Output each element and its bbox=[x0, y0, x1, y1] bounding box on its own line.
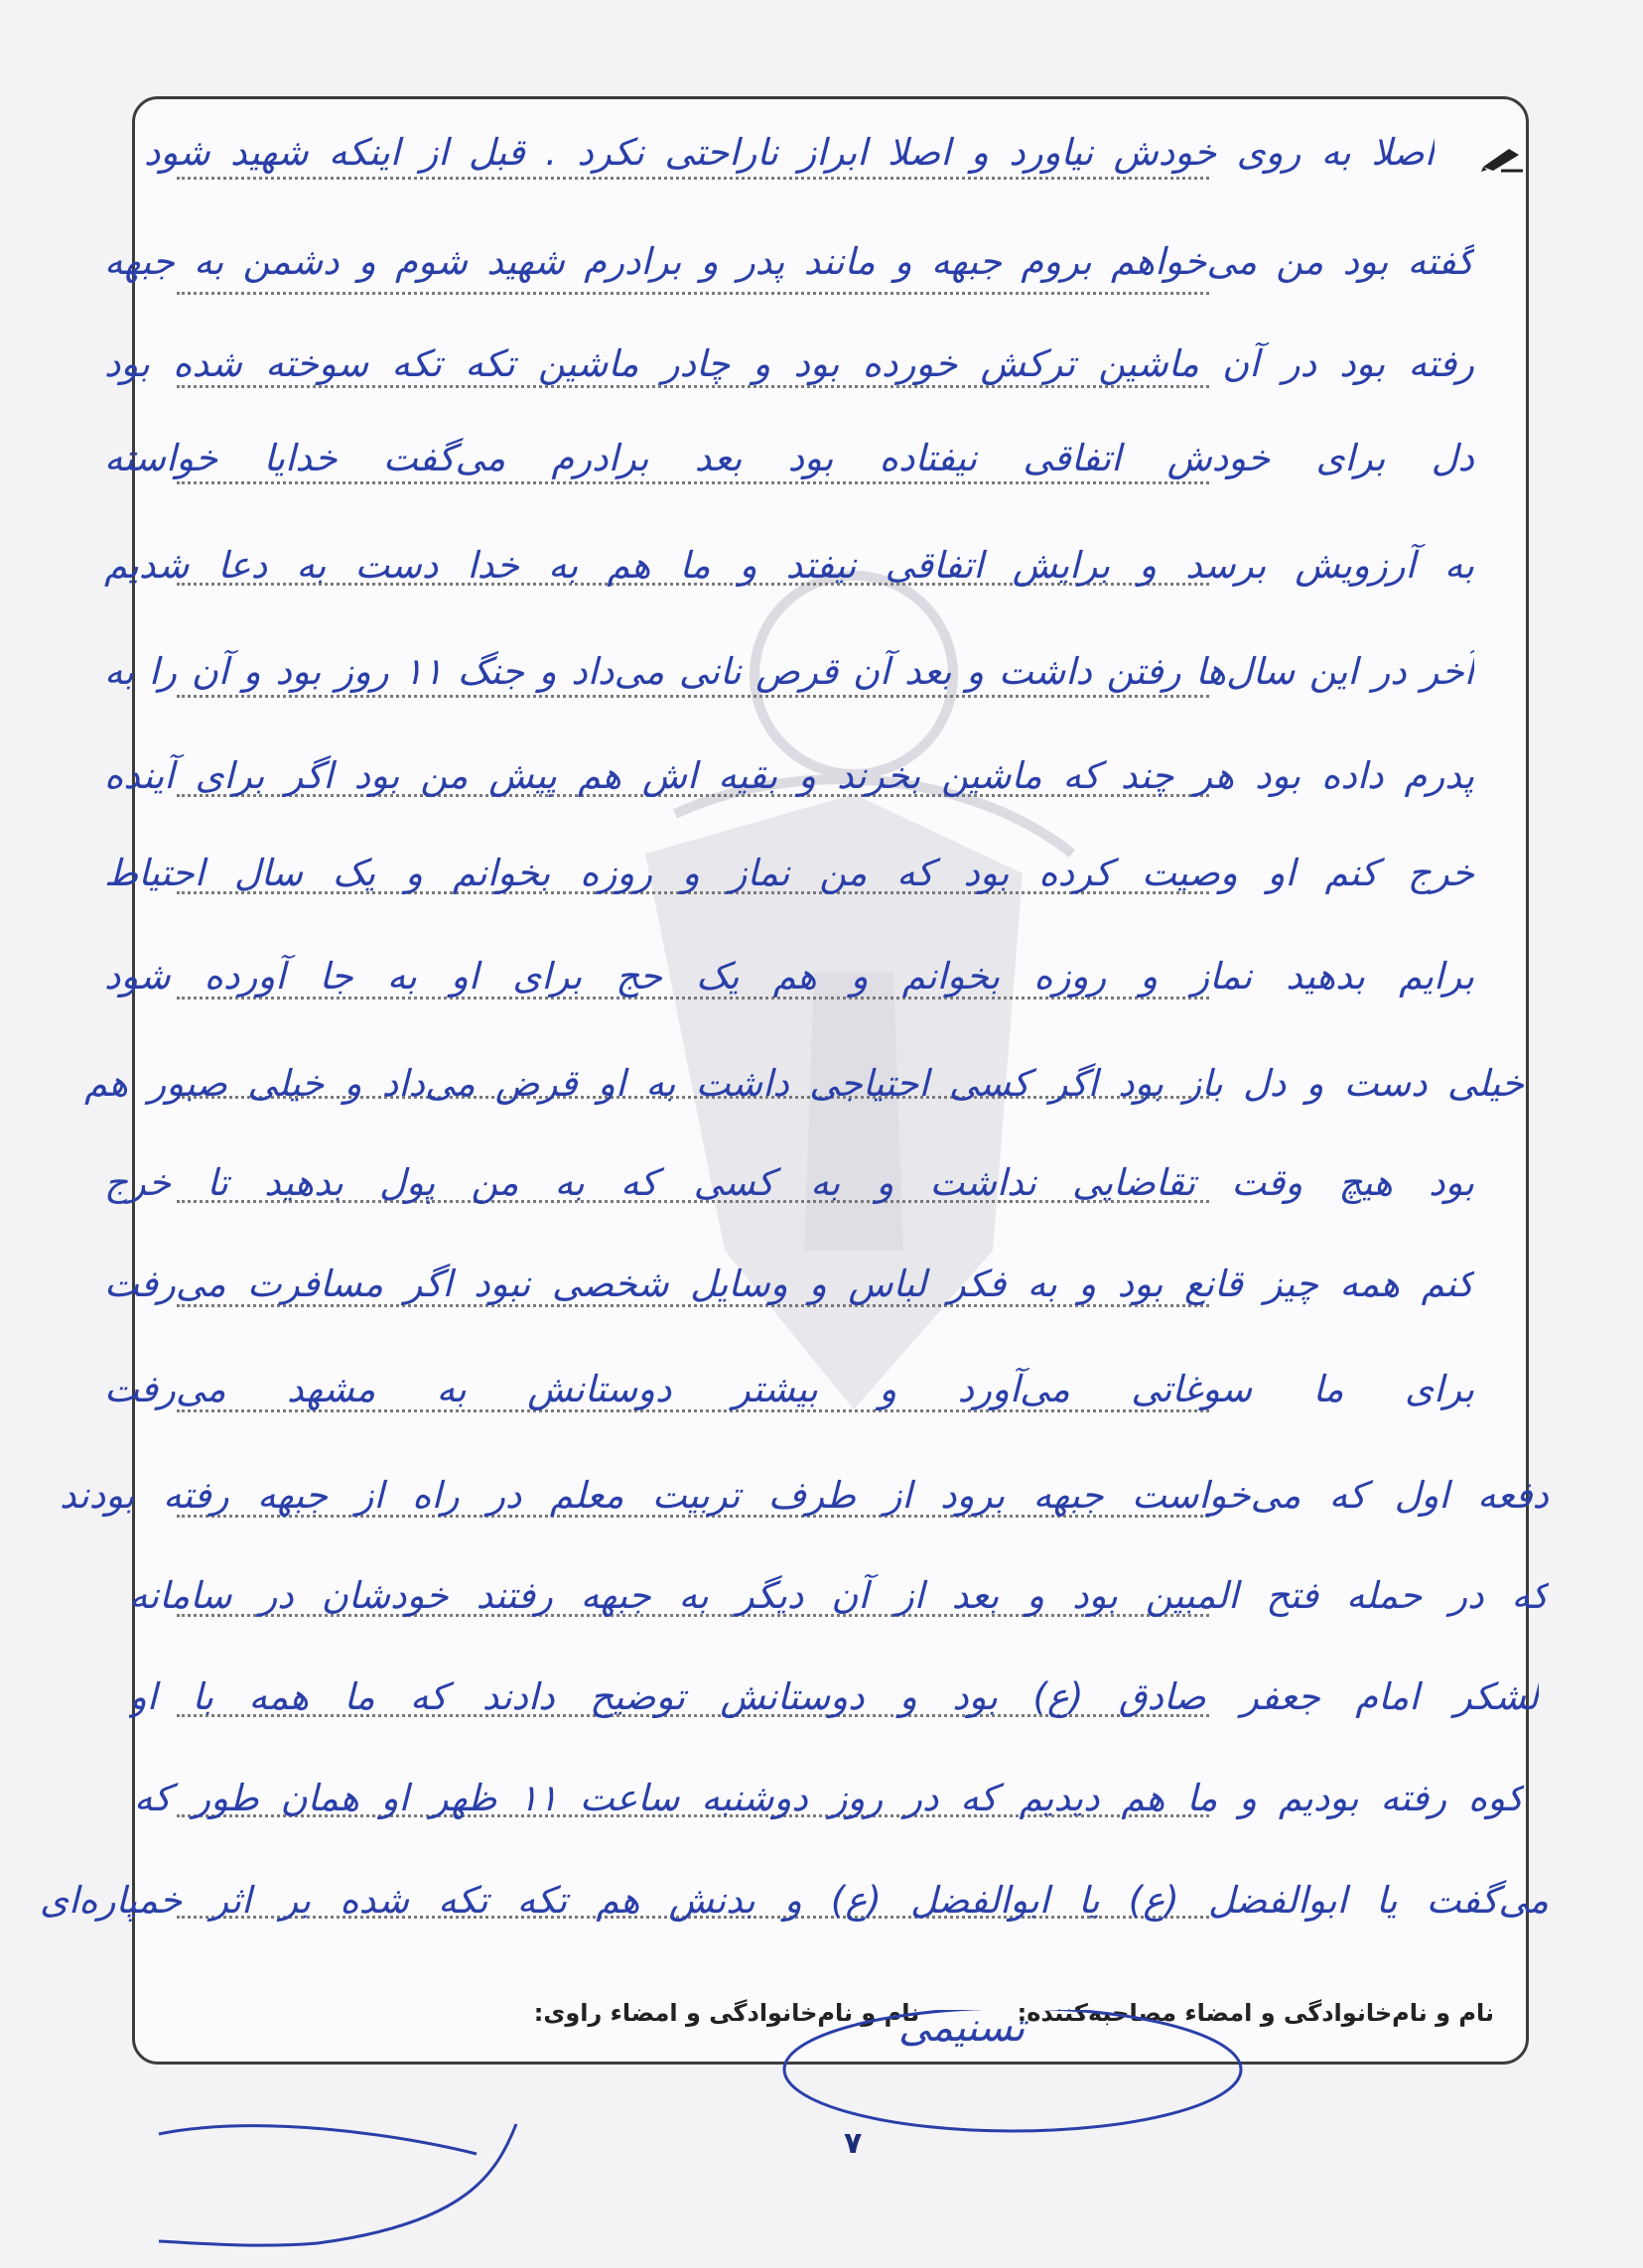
ruled-line bbox=[177, 385, 1209, 388]
handwritten-line-2: گفته بود من می‌خواهم بروم جبهه و مانند پدر و برادرم شهید شوم و دشمن به جبهه bbox=[104, 240, 1474, 283]
handwritten-line-4: دل برای خودش اتفاقی نیفتاده بود بعد برادرم می‌گفت خدایا خواسته bbox=[104, 437, 1474, 479]
handwritten-line-6: آخر در این سال‌ها رفتن داشت و بعد آن قرص نانی می‌داد و جنگ ۱۱ روز بود و آن را به bbox=[104, 650, 1474, 693]
ruled-line bbox=[177, 695, 1209, 698]
ruled-line bbox=[177, 177, 1209, 180]
handwritten-line-8: خرج کنم او وصیت کرده بود که من نماز و روزه بخوانم و یک سال احتیاط bbox=[104, 852, 1474, 894]
handwritten-line-17: کوه رفته بودیم و ما هم دیدیم که در روز دوشنبه ساعت ۱۱ ظهر او همان طور که bbox=[134, 1777, 1524, 1819]
ruled-line bbox=[177, 292, 1209, 295]
handwritten-line-3: رفته بود در آن ماشین ترکش خورده بود و چادر ماشین تکه تکه سوخته شده بود bbox=[104, 342, 1474, 385]
narrator-signature-label: نام و نام‌خانوادگی و امضاء راوی: bbox=[533, 1999, 920, 2027]
handwritten-line-16: لشکر امام جعفر صادق (ع) بود و دوستانش توضیح دادند که ما همه با او bbox=[129, 1675, 1539, 1718]
handwritten-line-5: به آرزویش برسد و برایش اتفاقی نیفتد و ما هم به خدا دست به دعا شدیم bbox=[104, 544, 1474, 587]
interviewer-signature-label: نام و نام‌خانوادگی و امضاء مصاحبه‌کننده: bbox=[1017, 1999, 1494, 2027]
handwritten-line-15: که در حمله فتح المبین بود و بعد از آن دیگر به جبهه رفتند خودشان در سامانه bbox=[129, 1574, 1549, 1617]
ruled-line bbox=[177, 481, 1209, 484]
signature-name: تسنیمی bbox=[898, 2005, 1026, 2051]
handwritten-line-12: کنم همه چیز قانع بود و به فکر لباس و وسایل شخصی نبود اگر مسافرت می‌رفت bbox=[104, 1263, 1474, 1305]
handwritten-line-1: اصلا به روی خودش نیاورد و اصلا ابراز ناراحتی نکرد . قبل از اینکه شهید شود bbox=[144, 131, 1435, 174]
handwritten-line-7: پدرم داده بود هر چند که ماشین بخرند و بقیه اش هم پیش من بود اگر برای آینده bbox=[104, 754, 1474, 797]
pen-icon bbox=[1479, 143, 1525, 173]
signature-scribble-icon bbox=[139, 2094, 556, 2253]
handwritten-line-14: دفعه اول که می‌خواست جبهه برود از طرف تربیت معلم در راه از جبهه رفته بودند bbox=[60, 1474, 1549, 1517]
page-number: ۷ bbox=[844, 2126, 863, 2161]
handwritten-line-11: بود هیچ وقت تقاضایی نداشت و به کسی که به من پول بدهید تا خرج bbox=[104, 1161, 1474, 1204]
handwritten-line-9: برایم بدهید نماز و روزه بخوانم و هم یک حج برای او به جا آورده شود bbox=[104, 955, 1474, 998]
handwritten-line-10: خیلی دست و دل باز بود اگر کسی احتیاجی داشت به او قرض می‌داد و خیلی صبور هم bbox=[84, 1062, 1524, 1105]
handwritten-line-13: برای ما سوغاتی می‌آورد و بیشتر دوستانش به مشهد می‌رفت bbox=[104, 1368, 1474, 1410]
handwritten-line-18: می‌گفت یا ابوالفضل (ع) یا ابوالفضل (ع) و بدنش هم تکه تکه شده بر اثر خمپاره‌ای bbox=[40, 1879, 1549, 1922]
